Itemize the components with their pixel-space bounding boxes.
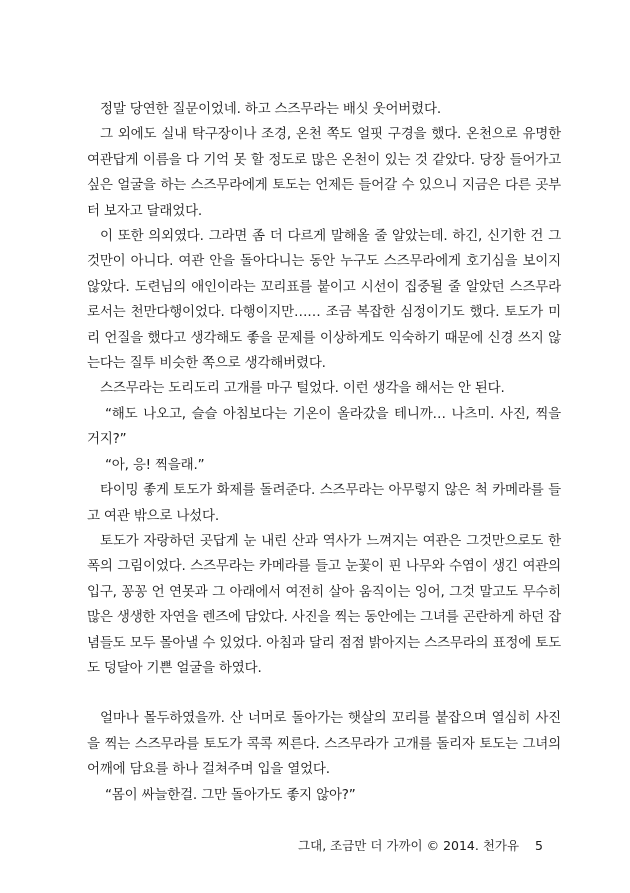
footer-credit: 그대, 조금만 더 가까이 © 2014. 천가유 [298,838,520,853]
page-number: 5 [535,838,543,853]
dialogue-line: “몸이 싸늘한걸. 그만 돌아가도 좋지 않아?” [105,786,356,803]
paragraph: 스즈무라는 도리도리 고개를 마구 털었다. 이런 생각을 해서는 안 된다. [100,380,505,397]
paragraph: 이 또한 의외였다. 그라면 좀 더 다르게 말해올 줄 알았는데. 하긴, 신기한 건 그것만이 아니다. 여관 안을 돌아다니는 동안 누구도 스즈무라에게 호기심을 보이지 않았다. 도련님의 애인이라는 꼬리표를 붙이고 시선이 집중될 줄 알았던 스즈무라로서는 천만다행이었다. 다행이지만…… 조금 복잡한 심정이기도 했다. 토도가 미리 언질을 했다고 생각해도 좋을 문제를 이상하게도 익숙하기 때문에 신경 쓰지 않는다는 질투 비슷한 쪽으로 생각해버렸다. [87,228,561,372]
paragraph: 그 외에도 실내 탁구장이나 조경, 온천 쪽도 얼핏 구경을 했다. 온천으로 유명한 여관답게 이름을 다 기억 못 할 정도로 많은 온천이 있는 것 같았다. 당장 들어가고 싶은 얼굴을 하는 스즈무라에게 토도는 언제든 들어갈 수 있으니 지금은 다른 곳부터 보자고 달래었다. [87,126,561,219]
paragraph: 정말 당연한 질문이었네. 하고 스즈무라는 배싯 웃어버렸다. [100,101,441,117]
paragraph: 얼마나 몰두하였을까. 산 너머로 돌아가는 햇살의 꼬리를 붙잡으며 열심히 사진을 찍는 스즈무라를 토도가 콕콕 찌른다. 스즈무라가 고개를 돌리자 토도는 그녀의 어깨에 담요를 하나 걸쳐주며 입을 열었다. [87,710,561,778]
page-footer [298,836,543,854]
dialogue-line: “해도 나오고, 슬슬 아침보다는 기온이 올라갔을 테니까… 나츠미. 사진, 찍을 거지?” [87,405,561,448]
body-text [87,97,561,808]
paragraph: 타이밍 좋게 토도가 화제를 돌려준다. 스즈무라는 아무렇지 않은 척 카메라를 들고 여관 밖으로 나섰다. [87,482,561,524]
paragraph: 토도가 자랑하던 곳답게 눈 내린 산과 역사가 느껴지는 여관은 그것만으로도 한 폭의 그림이었다. 스즈무라는 카메라를 들고 눈꽃이 핀 나무와 수염이 생긴 여관의 입구, 꽁꽁 언 연못과 그 아래에서 여전히 살아 움직이는 잉어, 그것 말고도 무수히 많은 생생한 자연을 렌즈에 담았다. 사진을 찍는 동안에는 그녀를 곤란하게 하던 잡념들도 모두 몰아낼 수 있었다. 아침과 달리 점점 밝아지는 스즈무라의 표정에 토도도 덩달아 기쁜 얼굴을 하였다. [87,532,561,676]
dialogue-line: “아, 응! 찍을래.” [105,456,205,473]
section-break [87,681,561,706]
